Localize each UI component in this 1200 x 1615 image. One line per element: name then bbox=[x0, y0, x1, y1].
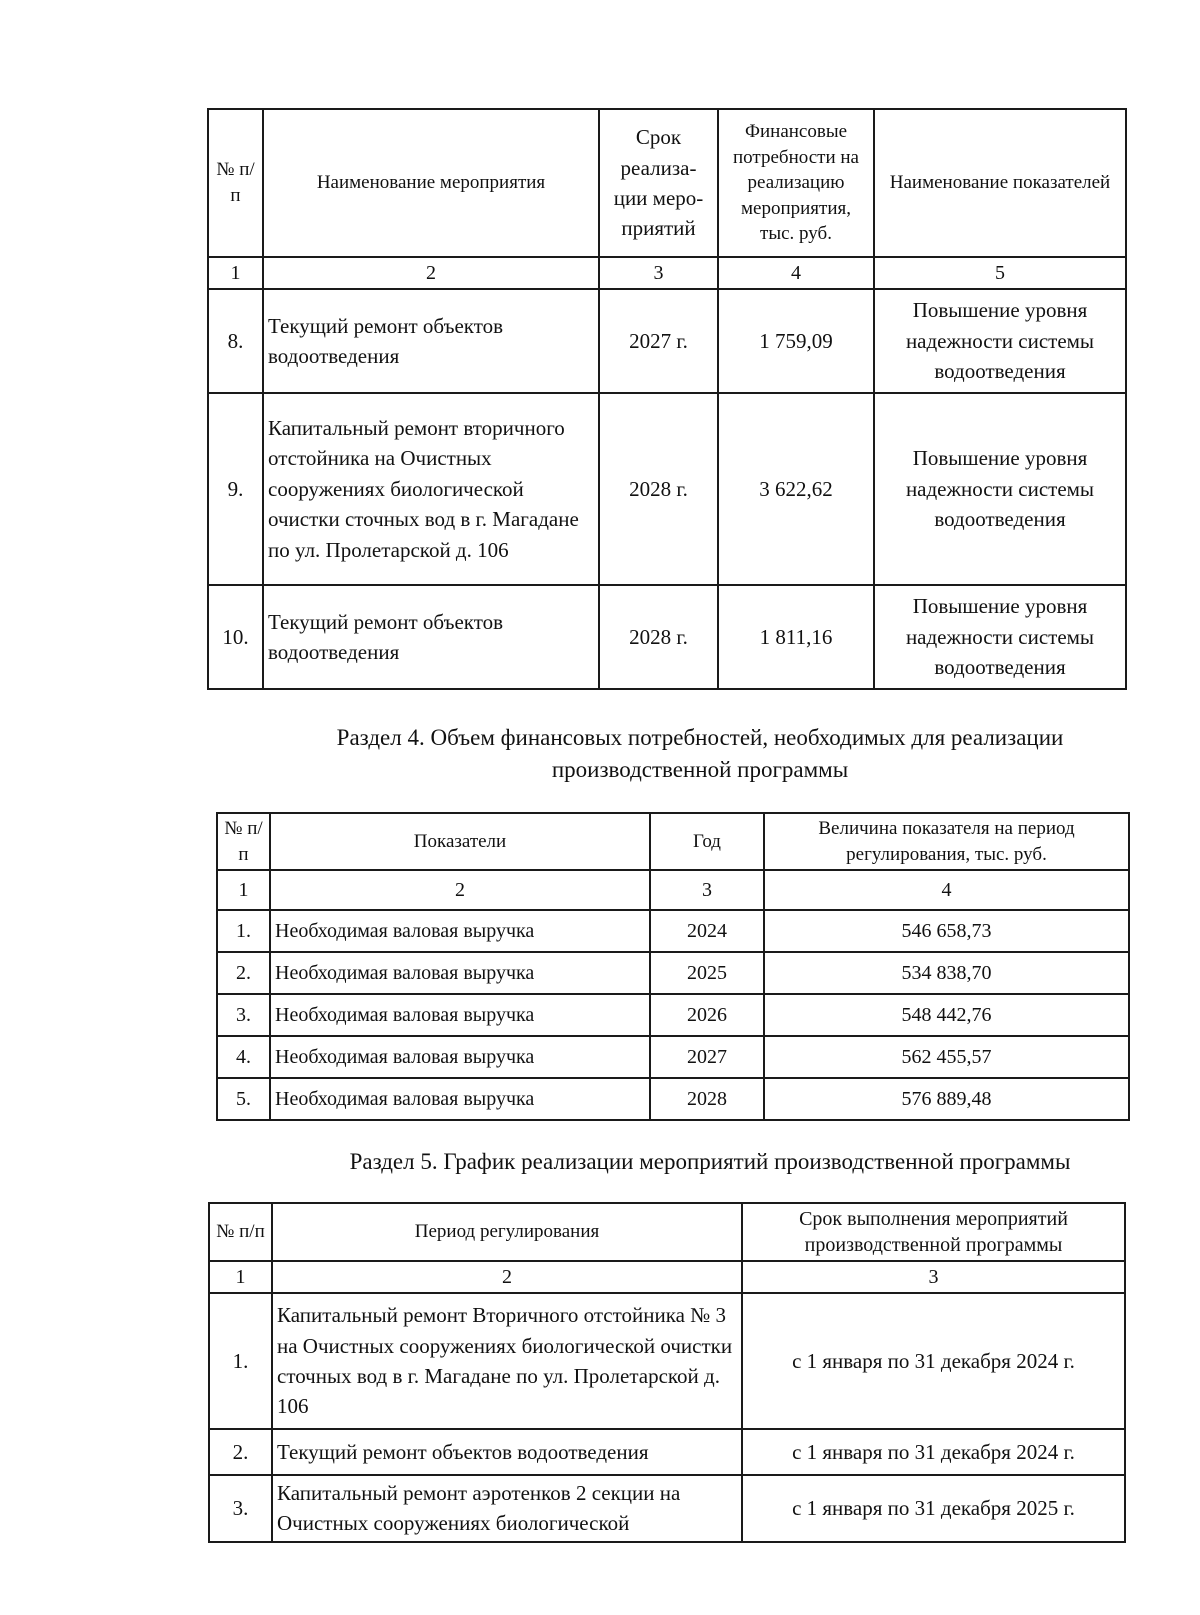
col-number: 4 bbox=[718, 257, 874, 289]
row-num: 4. bbox=[217, 1036, 270, 1078]
row-term: с 1 января по 31 декабря 2025 г. bbox=[742, 1475, 1125, 1542]
row-finance: 1 759,09 bbox=[718, 289, 874, 393]
col-number: 1 bbox=[217, 870, 270, 910]
row-indicator: Повышение уровня надежности системы водоотведения bbox=[874, 289, 1126, 393]
col-number: 3 bbox=[599, 257, 718, 289]
row-num: 3. bbox=[209, 1475, 272, 1542]
row-indicator: Повышение уровня надежности системы водоотведения bbox=[874, 393, 1126, 585]
table-header-row bbox=[217, 813, 1129, 870]
table-row bbox=[208, 585, 1126, 689]
table-row bbox=[217, 1036, 1129, 1078]
col-number: 5 bbox=[874, 257, 1126, 289]
row-term: с 1 января по 31 декабря 2024 г. bbox=[742, 1293, 1125, 1429]
header-finance: Финансовые потребности на реализацию мероприятия, тыс. руб. bbox=[718, 109, 874, 257]
row-num: 8. bbox=[208, 289, 263, 393]
table-row bbox=[217, 952, 1129, 994]
table-row bbox=[209, 1475, 1125, 1542]
row-finance: 1 811,16 bbox=[718, 585, 874, 689]
header-indicator: Наименование показателей bbox=[874, 109, 1126, 257]
row-year: 2026 bbox=[650, 994, 764, 1036]
column-numbers-row bbox=[209, 1261, 1125, 1293]
table-row bbox=[208, 289, 1126, 393]
row-num: 1. bbox=[217, 910, 270, 952]
row-name: Необходимая валовая выручка bbox=[270, 910, 650, 952]
row-num: 3. bbox=[217, 994, 270, 1036]
row-name: Капитальный ремонт аэротенков 2 секции на Очистных сооружениях биологической bbox=[272, 1475, 742, 1542]
header-name: Наименование мероприятия bbox=[263, 109, 599, 257]
table-row bbox=[208, 393, 1126, 585]
table-header-row bbox=[209, 1203, 1125, 1261]
row-num: 1. bbox=[209, 1293, 272, 1429]
row-name: Капитальный ремонт вторичного отстойника на Очистных сооружениях биологической очистки сточных вод в г. Магадане по ул. Пролетарской д. 106 bbox=[263, 393, 599, 585]
row-term: 2028 г. bbox=[599, 393, 718, 585]
col-number: 2 bbox=[263, 257, 599, 289]
section5-title: Раздел 5. График реализации мероприятий производственной программы bbox=[349, 1149, 1071, 1174]
table-row bbox=[217, 994, 1129, 1036]
header-period: Период регулирования bbox=[272, 1203, 742, 1261]
row-num: 2. bbox=[209, 1429, 272, 1475]
row-finance: 3 622,62 bbox=[718, 393, 874, 585]
row-year: 2024 bbox=[650, 910, 764, 952]
schedule-table bbox=[208, 1202, 1126, 1543]
header-indicators: Показатели bbox=[270, 813, 650, 870]
header-value: Величина показателя на период регулирования, тыс. руб. bbox=[764, 813, 1129, 870]
row-name: Текущий ремонт объектов водоотведения bbox=[263, 289, 599, 393]
col-number: 3 bbox=[650, 870, 764, 910]
row-term: 2028 г. bbox=[599, 585, 718, 689]
measures-table bbox=[207, 108, 1127, 690]
col-number: 1 bbox=[209, 1261, 272, 1293]
row-value: 546 658,73 bbox=[764, 910, 1129, 952]
row-num: 10. bbox=[208, 585, 263, 689]
row-name: Необходимая валовая выручка bbox=[270, 1078, 650, 1120]
row-name: Текущий ремонт объектов водоотведения bbox=[263, 585, 599, 689]
row-term: 2027 г. bbox=[599, 289, 718, 393]
header-num: № п/п bbox=[209, 1203, 272, 1261]
row-year: 2028 bbox=[650, 1078, 764, 1120]
header-num: № п/п bbox=[208, 109, 263, 257]
table-row bbox=[217, 1078, 1129, 1120]
table-row bbox=[217, 910, 1129, 952]
col-number: 2 bbox=[272, 1261, 742, 1293]
row-value: 576 889,48 bbox=[764, 1078, 1129, 1120]
column-numbers-row bbox=[217, 870, 1129, 910]
table-header-row bbox=[208, 109, 1126, 257]
row-name: Капитальный ремонт Вторичного отстойника № 3 на Очистных сооружениях биологической очистки сточных вод в г. Магадане по ул. Пролетарской д. 106 bbox=[272, 1293, 742, 1429]
row-num: 9. bbox=[208, 393, 263, 585]
row-num: 2. bbox=[217, 952, 270, 994]
row-year: 2025 bbox=[650, 952, 764, 994]
header-term: Срок реализа-ции меро-приятий bbox=[599, 109, 718, 257]
section4-title: Раздел 4. Объем финансовых потребностей, необходимых для реализации производственной программы bbox=[336, 725, 1064, 783]
col-number: 1 bbox=[208, 257, 263, 289]
row-name: Необходимая валовая выручка bbox=[270, 994, 650, 1036]
row-name: Необходимая валовая выручка bbox=[270, 1036, 650, 1078]
table-row bbox=[209, 1429, 1125, 1475]
col-number: 2 bbox=[270, 870, 650, 910]
row-name: Необходимая валовая выручка bbox=[270, 952, 650, 994]
row-num: 5. bbox=[217, 1078, 270, 1120]
row-year: 2027 bbox=[650, 1036, 764, 1078]
row-value: 534 838,70 bbox=[764, 952, 1129, 994]
header-year: Год bbox=[650, 813, 764, 870]
row-value: 562 455,57 bbox=[764, 1036, 1129, 1078]
table-row bbox=[209, 1293, 1125, 1429]
row-value: 548 442,76 bbox=[764, 994, 1129, 1036]
finance-table bbox=[216, 812, 1130, 1121]
header-num: № п/п bbox=[217, 813, 270, 870]
col-number: 3 bbox=[742, 1261, 1125, 1293]
header-deadline: Срок выполнения мероприятий производственной программы bbox=[742, 1203, 1125, 1261]
col-number: 4 bbox=[764, 870, 1129, 910]
row-term: с 1 января по 31 декабря 2024 г. bbox=[742, 1429, 1125, 1475]
column-numbers-row bbox=[208, 257, 1126, 289]
row-name: Текущий ремонт объектов водоотведения bbox=[272, 1429, 742, 1475]
row-indicator: Повышение уровня надежности системы водоотведения bbox=[874, 585, 1126, 689]
